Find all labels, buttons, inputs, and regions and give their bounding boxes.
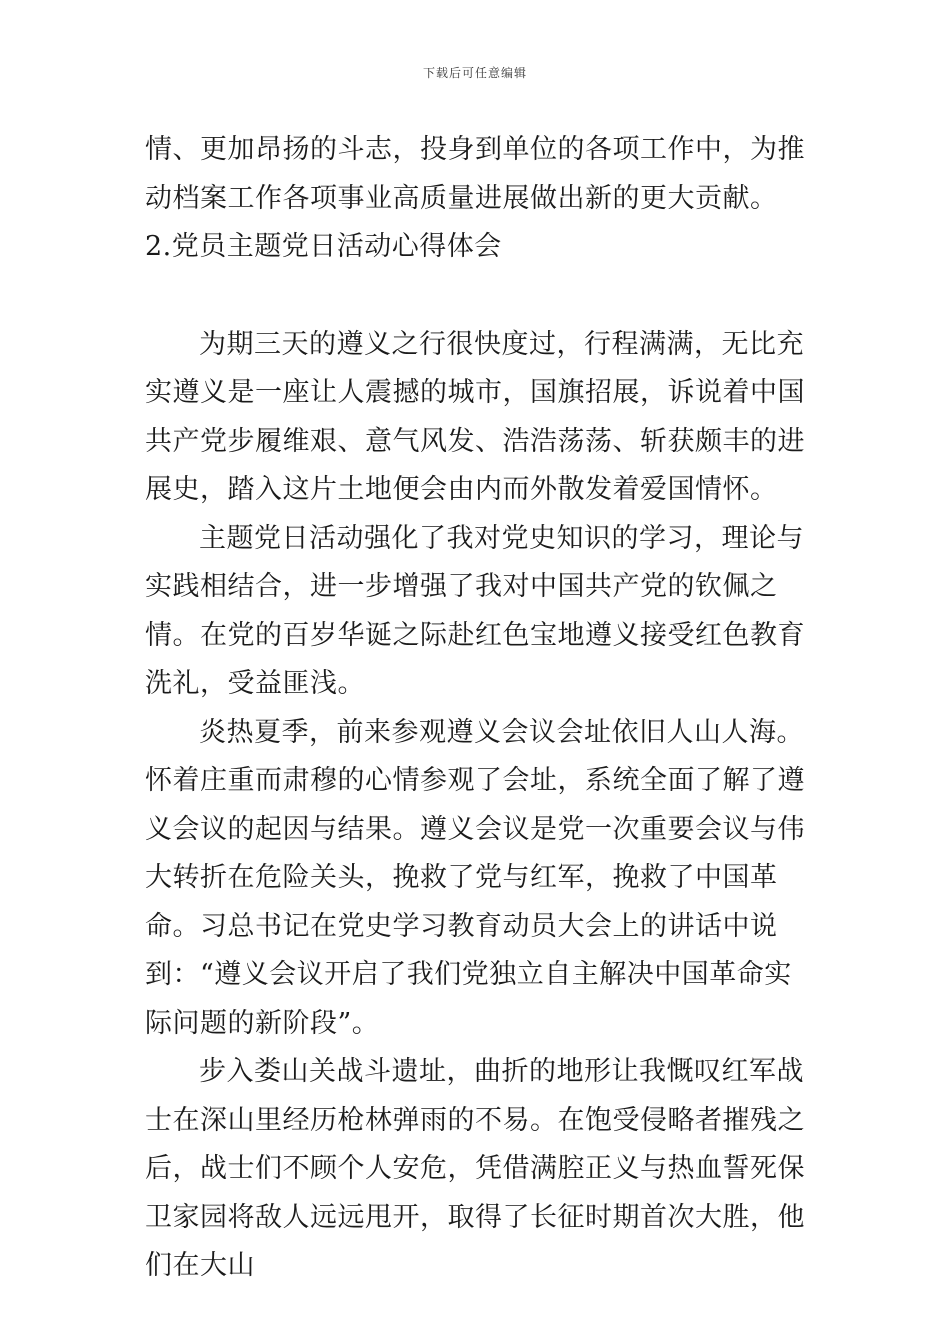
document-body xyxy=(145,126,810,1291)
continuation-paragraph: 情、更加昂扬的斗志，投身到单位的各项工作中，为推动档案工作各项事业高质量进展做出新的更大贡献。 xyxy=(145,134,805,214)
paragraph: 步入娄山关战斗遗址，曲折的地形让我慨叹红军战士在深山里经历枪林弹雨的不易。在饱受侵略者摧残之后，战士们不顾个人安危，凭借满腔正义与热血誓死保卫家园将敌人远远甩开，取得了长征时期首次大胜，他们在大山 xyxy=(145,1056,805,1281)
paragraph: 主题党日活动强化了我对党史知识的学习，理论与实践相结合，进一步增强了我对中国共产党的钦佩之情。在党的百岁华诞之际赴红色宝地遵义接受红色教育洗礼，受益匪浅。 xyxy=(145,522,805,699)
section-title: 2.党员主题党日活动心得体会 xyxy=(145,231,502,262)
page-header: 下载后可任意编辑 xyxy=(422,66,527,80)
blank-line xyxy=(145,272,810,321)
paragraph: 为期三天的遵义之行很快度过，行程满满，无比充实遵义是一座让人震撼的城市，国旗招展，诉说着中国共产党步履维艰、意气风发、浩浩荡荡、斩获颇丰的进展史，踏入这片土地便会由内而外散发着爱国情怀。 xyxy=(145,328,805,505)
paragraph: 炎热夏季，前来参观遵义会议会址依旧人山人海。怀着庄重而肃穆的心情参观了会址，系统全面了解了遵义会议的起因与结果。遵义会议是党一次重要会议与伟大转折在危险关头，挽救了党与红军，挽救了中国革命。习总书记在党史学习教育动员大会上的讲话中说到：“遵义会议开启了我们党独立自主解决中国革命实际问题的新阶段”。 xyxy=(145,716,805,1039)
